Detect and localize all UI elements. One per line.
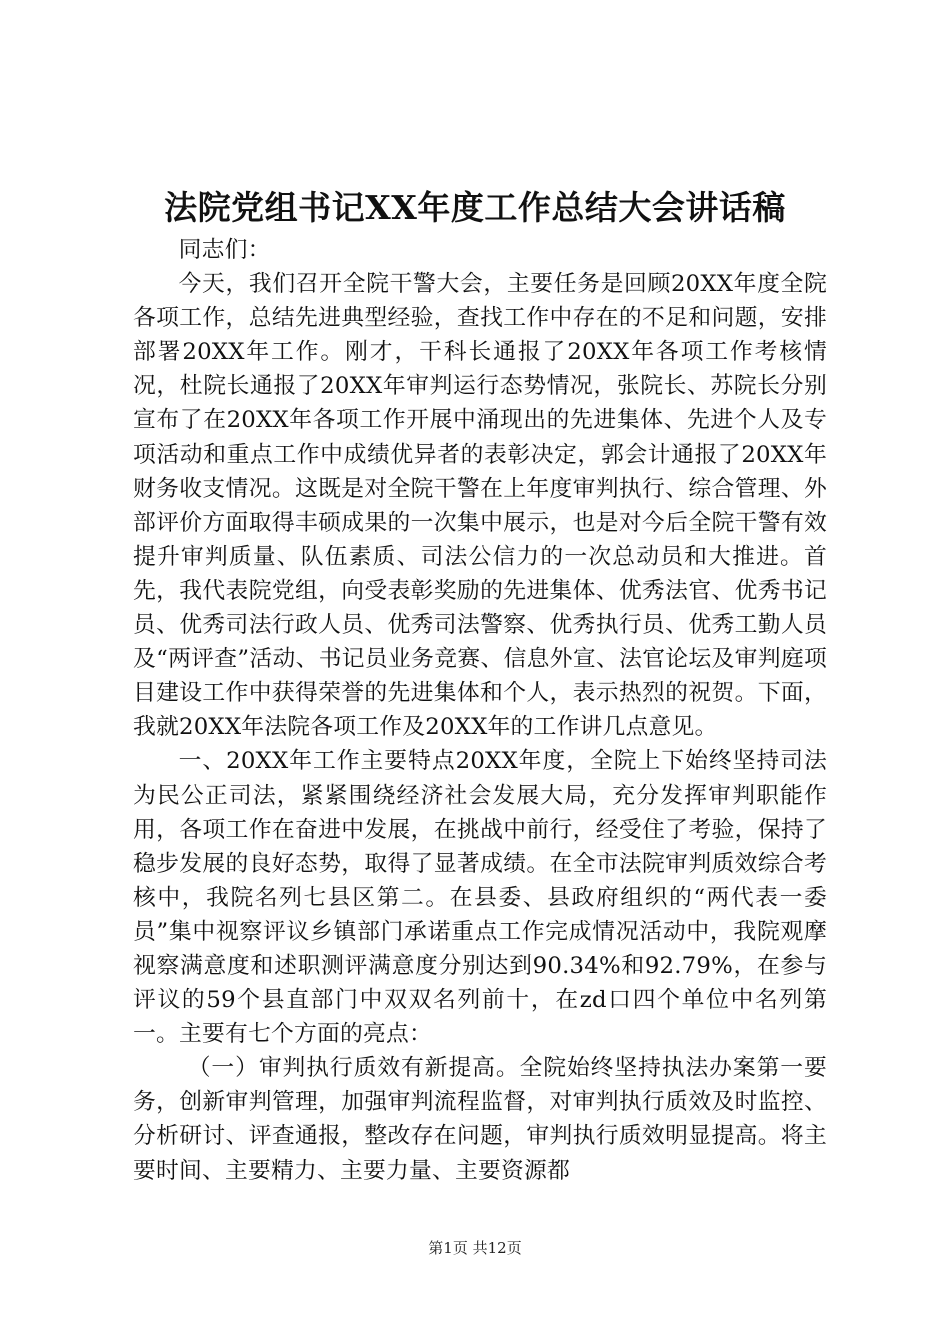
document-title: 法院党组书记XX年度工作总结大会讲话稿 <box>164 188 786 227</box>
body-paragraph: （一）审判执行质效有新提高。全院始终坚持执法办案第一要务，创新审判管理，加强审判流程监督，对审判执行质效及时监控、分析研讨、评查通报，整改存在问题，审判执行质效明显提高。将主要时间、主要精力、主要力量、主要资源都 <box>133 1055 827 1184</box>
greeting-line: 同志们： <box>178 237 271 263</box>
body-paragraph: 今天，我们召开全院干警大会，主要任务是回顾20XX年度全院各项工作，总结先进典型经验，查找工作中存在的不足和问题，安排部署20XX年工作。刚才，干科长通报了20XX年各项工作考核情况，杜院长通报了20XX年审判运行态势情况，张院长、苏院长分别宣布了在20XX年各项工作开展中涌现出的先进集体、先进个人及专项活动和重点工作中成绩优异者的表彰决定，郭会计通报了20XX年财务收支情况。这既是对全院干警在上年度审判执行、综合管理、外部评价方面取得丰硕成果的一次集中展示，也是对今后全院干警有效提升审判质量、队伍素质、司法公信力的一次总动员和大推进。首先，我代表院党组，向受表彰奖励的先进集体、优秀法官、优秀书记员、优秀司法行政人员、优秀司法警察、优秀执行员、优秀工勤人员及“两评查”活动、书记员业务竞赛、信息外宣、法官论坛及审判庭项目建设工作中获得荣誉的先进集体和个人，表示热烈的祝贺。下面，我就20XX年法院各项工作及20XX年的工作讲几点意见。 <box>133 271 827 741</box>
page-number-footer: 第1页 共12页 <box>428 1239 522 1257</box>
document-body <box>133 233 827 1188</box>
body-paragraph: 一、20XX年工作主要特点20XX年度，全院上下始终坚持司法为民公正司法，紧紧围绕经济社会发展大局，充分发挥审判职能作用，各项工作在奋进中发展，在挑战中前行，经受住了考验，保持了稳步发展的良好态势，取得了显著成绩。在全市法院审判质效综合考核中，我院名列七县区第二。在县委、县政府组织的“两代表一委员”集中视察评议乡镇部门承诺重点工作完成情况活动中，我院观摩视察满意度和述职测评满意度分别达到90.34%和92.79%，在参与评议的59个县直部门中双双名列前十，在zd口四个单位中名列第一。主要有七个方面的亮点： <box>133 748 827 1048</box>
